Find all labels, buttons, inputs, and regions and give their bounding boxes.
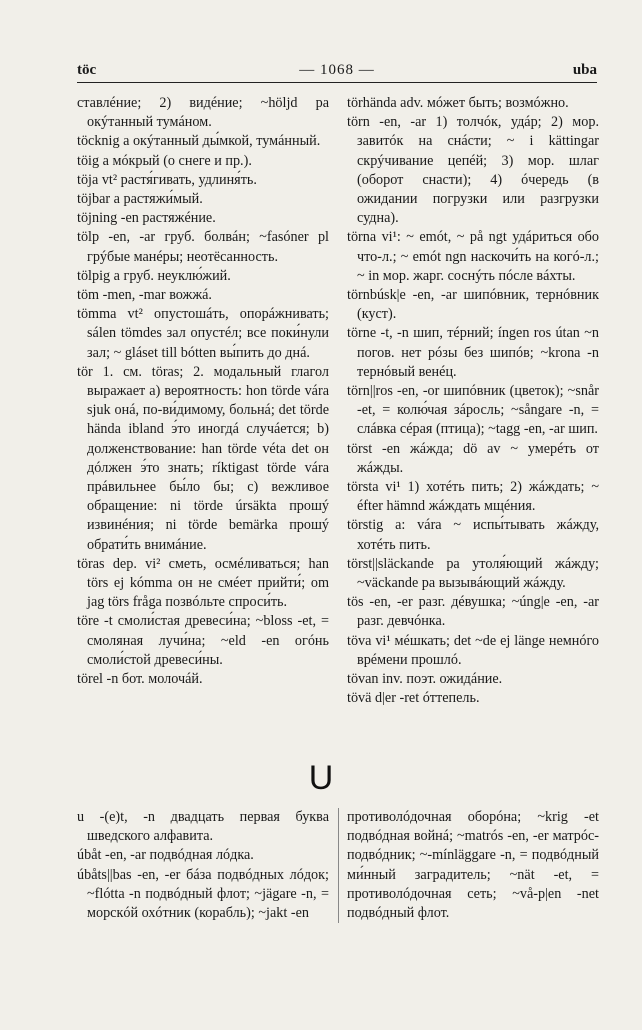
dictionary-entry: tölp -en, -ar груб. болвáн; ~fasóner pl грýбые манéры; неотёсанность. (77, 229, 329, 265)
header-left-guide-word: töc (77, 62, 97, 78)
header-right-guide-word: uba (572, 62, 597, 78)
page-number: — 1068 — (299, 62, 375, 78)
dictionary-entry: töcknig a окýтанный ды́мкой, тумáнный. (77, 133, 321, 150)
dictionary-entry: törst -en жáжда; dö av ~ умерéть от жáжды. (347, 440, 599, 476)
column-right-bottom (347, 808, 599, 923)
column-left-bottom (77, 808, 329, 923)
dictionary-entry: töre -t смоли́стая древеси́на; ~bloss -et, = смоляная лучи́на; ~eld -en огóнь смоли́стой древеси́ны. (77, 613, 329, 668)
dictionary-entry: u -(e)t, -n двадцать первая буква шведского алфавита. (77, 809, 329, 845)
dictionary-entry: törel -n бот. молочáй. (77, 671, 203, 688)
dictionary-entry: töig a мóкрый (о снеге и пр.). (77, 152, 252, 169)
dictionary-entry: törsta vi¹ 1) хотéть пить; 2) жáждать; ~ éfter hämnd жáждать мщéния. (347, 479, 599, 515)
column-left-top (77, 94, 329, 689)
dictionary-entry: töras dep. vi² сметь, осмéливаться; han törs ej kómma он не смéет прийти́; om jag törs fråga позвóльте спроси́ть. (77, 555, 329, 611)
dictionary-entry: tömma vt² опустошáть, опорáжнивать; sálen tömdes зал опустéл; все поки́нули зал; ~ gláset till bótten вы́пить до днá. (77, 306, 329, 361)
dictionary-entry: úbåt -en, -ar подвóдная лóдка. (77, 847, 254, 864)
dictionary-entry: töva vi¹ мéшкать; det ~de ej länge немнóго врéмени прошлó. (347, 632, 599, 668)
column-divider (338, 808, 339, 923)
dictionary-entry: törn -en, -ar 1) толчóк, удáр; 2) мор. завитóк на снáсти; ~ i kättingar скрýчивание цепéй; 3) мор. шлаг (оборот снасти); 4) óчередь (в ожидании погрузки или разгрузки судна). (347, 114, 599, 227)
dictionary-entry: törnbúsk|e -en, -ar шипóвник, тернóвник (куст). (347, 287, 599, 323)
dictionary-entry: tör 1. см. töras; 2. модальный глагол выражает a) вероятность: hon törde vára sjuk онá, по-ви́димому, больнá; det törde hända ibland э́то иногдá случáется; b) долженствование: han törde véta det он дóлжен э́то знать; ríktigast törde vára прáвильнее бы́ло бы; c) вежливое обращение: ni törde úrsäkta прошý извинéния; ni törde bemärka прошý обрати́ть внимáние. (77, 363, 329, 553)
dictionary-entry: törna vi¹: ~ emót, ~ på ngt удáриться обо что-л.; ~ emót ngn наскочи́ть на когó-л.; ~ in мор. жарг. соснýть пóсле вáхты. (347, 229, 599, 284)
dictionary-entry: töja vt² растя́гивать, удлиня́ть. (77, 171, 257, 188)
dictionary-entry: tös -en, -er разг. дéвушка; ~úng|e -en, -ar разг. девчóнка. (347, 594, 599, 630)
dictionary-entry: törn||ros -en, -or шипóвник (цветок); ~snår -et, = колю́чая зáросль; ~sångare -n, = слáвка сéрая (птица); ~tagg -en, -ar шип. (347, 383, 599, 438)
dictionary-entry-continuation: противолóдочная оборóна; ~krig -et подвóдная войнá; ~matrós -en, -er матрóс-подвóдник; ~-mínläggare -n, = подвóдный ми́нный заградитель; ~nät -et, = противолóдочная сеть; ~vå-p|en -net подвóдный флот. (347, 809, 599, 922)
dictionary-entry: töjbar a растяжи́мый. (77, 191, 203, 208)
column-right-top (347, 94, 599, 709)
dictionary-entry: tövä d|er -ret óттепель. (347, 690, 480, 707)
dictionary-entry: töjning -en растяжéние. (77, 210, 216, 227)
dictionary-entry: tölpig a груб. неуклю́жий. (77, 267, 231, 284)
dictionary-entry: törstig a: vára ~ испы́тывать жáжду, хотéть пить. (347, 517, 599, 553)
dictionary-entry: úbåts||bas -en, -er бáза подвóдных лóдок; ~flótta -n подвóдный флот; ~jägare -n, = морскóй охóтник (корабль); ~jakt -en (77, 866, 329, 922)
dictionary-entry: tövan inv. поэт. ожидáние. (347, 671, 503, 688)
dictionary-entry: ставлéние; 2) видéние; ~höljd pa окýтанный тумáном. (77, 95, 329, 131)
dictionary-entry: törne -t, -n шип, тéрний; íngen ros útan ~n погов. нет рóзы без шипóв; ~krona -n тернóвый венéц. (347, 325, 599, 380)
section-letter-heading: U (308, 759, 334, 797)
dictionary-entry: törst||släckande pa утоля́ющий жáжду; ~väckande pa вызывáющий жáжду. (347, 555, 599, 592)
page-header (77, 58, 597, 83)
dictionary-entry: töm -men, -mar вожжá. (77, 287, 212, 304)
dictionary-entry: törhända adv. мóжет быть; возмóжно. (347, 95, 569, 111)
